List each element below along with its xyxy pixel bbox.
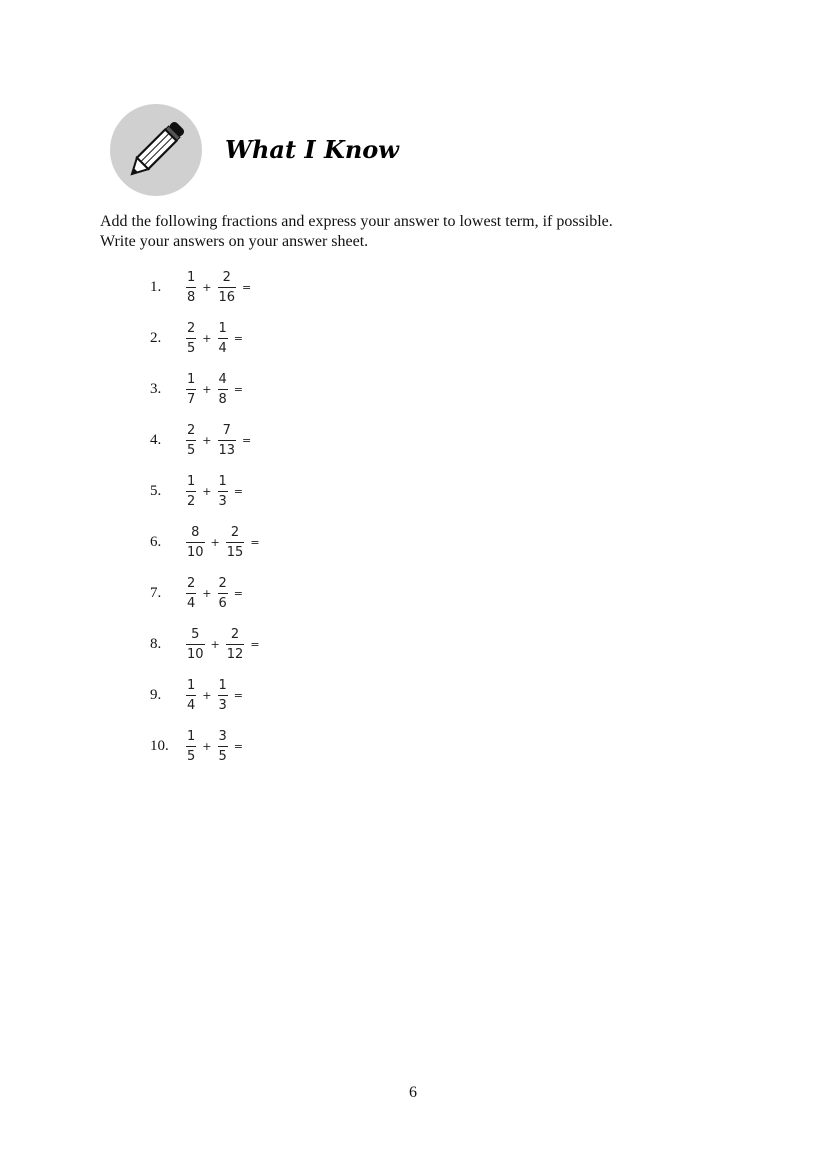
problem-number: 7. xyxy=(150,585,162,601)
problem-list xyxy=(150,262,260,772)
fraction xyxy=(184,576,198,612)
problem-number: 3. xyxy=(150,381,162,397)
denominator: 8 xyxy=(186,287,196,306)
equals-sign: = xyxy=(233,485,243,498)
denominator: 5 xyxy=(218,746,228,765)
denominator: 12 xyxy=(226,644,245,663)
numerator: 1 xyxy=(187,269,196,285)
denominator: 4 xyxy=(186,695,196,714)
fraction xyxy=(224,525,247,561)
section-header xyxy=(110,104,510,196)
equals-sign: = xyxy=(250,638,260,651)
plus-sign: + xyxy=(202,281,212,294)
plus-sign: + xyxy=(202,485,212,498)
numerator: 2 xyxy=(222,269,231,285)
numerator: 8 xyxy=(191,524,200,540)
equals-sign: = xyxy=(242,434,252,447)
fraction-expression xyxy=(184,270,251,306)
equals-sign: = xyxy=(233,383,243,396)
instructions-line-2: Write your answers on your answer sheet. xyxy=(100,233,369,250)
numerator: 1 xyxy=(187,677,196,693)
denominator: 16 xyxy=(218,287,237,306)
numerator: 1 xyxy=(218,677,227,693)
fraction xyxy=(216,576,230,612)
equals-sign: = xyxy=(250,536,260,549)
denominator: 6 xyxy=(218,593,228,612)
problem-item xyxy=(150,415,260,466)
plus-sign: + xyxy=(210,638,220,651)
plus-sign: + xyxy=(202,689,212,702)
numerator: 2 xyxy=(230,626,240,642)
instructions-line-1: Add the following fractions and express your answer to lowest term, if possible. xyxy=(100,213,613,230)
denominator: 2 xyxy=(186,491,196,510)
plus-sign: + xyxy=(202,587,212,600)
denominator: 3 xyxy=(218,695,228,714)
fraction xyxy=(184,729,198,765)
problem-number: 4. xyxy=(150,432,162,448)
denominator: 5 xyxy=(186,338,196,357)
denominator: 4 xyxy=(186,593,196,612)
fraction-expression xyxy=(184,423,251,459)
fraction xyxy=(216,321,230,357)
fraction xyxy=(216,270,239,306)
plus-sign: + xyxy=(202,383,212,396)
numerator: 4 xyxy=(218,371,227,387)
fraction xyxy=(184,678,198,714)
equals-sign: = xyxy=(242,281,252,294)
problem-item xyxy=(150,313,260,364)
equals-sign: = xyxy=(233,332,243,345)
problem-number: 6. xyxy=(150,534,162,550)
plus-sign: + xyxy=(202,332,212,345)
plus-sign: + xyxy=(202,434,212,447)
numerator: 3 xyxy=(218,728,227,744)
numerator: 1 xyxy=(187,728,196,744)
fraction xyxy=(184,372,198,408)
problem-item xyxy=(150,517,260,568)
fraction xyxy=(184,321,198,357)
numerator: 5 xyxy=(191,626,200,642)
problem-item xyxy=(150,262,260,313)
problem-item xyxy=(150,721,260,772)
fraction-expression xyxy=(184,576,243,612)
numerator: 2 xyxy=(187,320,196,336)
fraction xyxy=(184,423,198,459)
equals-sign: = xyxy=(233,740,243,753)
fraction-expression xyxy=(184,525,260,561)
numerator: 2 xyxy=(187,422,196,438)
plus-sign: + xyxy=(202,740,212,753)
numerator: 1 xyxy=(218,473,227,489)
numerator: 2 xyxy=(230,524,240,540)
denominator: 4 xyxy=(218,338,228,357)
fraction xyxy=(184,627,207,663)
equals-sign: = xyxy=(233,689,243,702)
numerator: 1 xyxy=(218,320,227,336)
denominator: 15 xyxy=(226,542,245,561)
denominator: 8 xyxy=(218,389,228,408)
problem-item xyxy=(150,364,260,415)
section-title: What I Know xyxy=(225,135,399,164)
problem-number: 2. xyxy=(150,330,162,346)
fraction-expression xyxy=(184,729,243,765)
problem-item xyxy=(150,619,260,670)
denominator: 10 xyxy=(186,644,205,663)
numerator: 2 xyxy=(218,575,227,591)
denominator: 5 xyxy=(186,440,196,459)
fraction-expression xyxy=(184,372,243,408)
plus-sign: + xyxy=(210,536,220,549)
fraction xyxy=(184,270,198,306)
denominator: 10 xyxy=(186,542,205,561)
fraction xyxy=(216,729,230,765)
numerator: 1 xyxy=(187,371,196,387)
fraction-expression xyxy=(184,474,243,510)
problem-item xyxy=(150,670,260,721)
fraction xyxy=(184,474,198,510)
problem-number: 1. xyxy=(150,279,162,295)
fraction xyxy=(216,474,230,510)
fraction xyxy=(184,525,207,561)
denominator: 5 xyxy=(186,746,196,765)
fraction xyxy=(216,678,230,714)
fraction-expression xyxy=(184,321,243,357)
problem-number: 8. xyxy=(150,636,162,652)
problem-number: 10. xyxy=(150,738,169,754)
page-number: 6 xyxy=(409,1084,417,1101)
denominator: 7 xyxy=(186,389,196,408)
fraction-expression xyxy=(184,627,260,663)
fraction-expression xyxy=(184,678,243,714)
problem-number: 5. xyxy=(150,483,162,499)
pencil-icon xyxy=(110,104,202,196)
instructions xyxy=(100,212,740,252)
problem-item xyxy=(150,466,260,517)
fraction xyxy=(224,627,247,663)
numerator: 1 xyxy=(187,473,196,489)
denominator: 13 xyxy=(218,440,237,459)
fraction xyxy=(216,372,230,408)
fraction xyxy=(216,423,239,459)
equals-sign: = xyxy=(233,587,243,600)
problem-item xyxy=(150,568,260,619)
numerator: 7 xyxy=(222,422,231,438)
denominator: 3 xyxy=(218,491,228,510)
numerator: 2 xyxy=(187,575,196,591)
problem-number: 9. xyxy=(150,687,162,703)
